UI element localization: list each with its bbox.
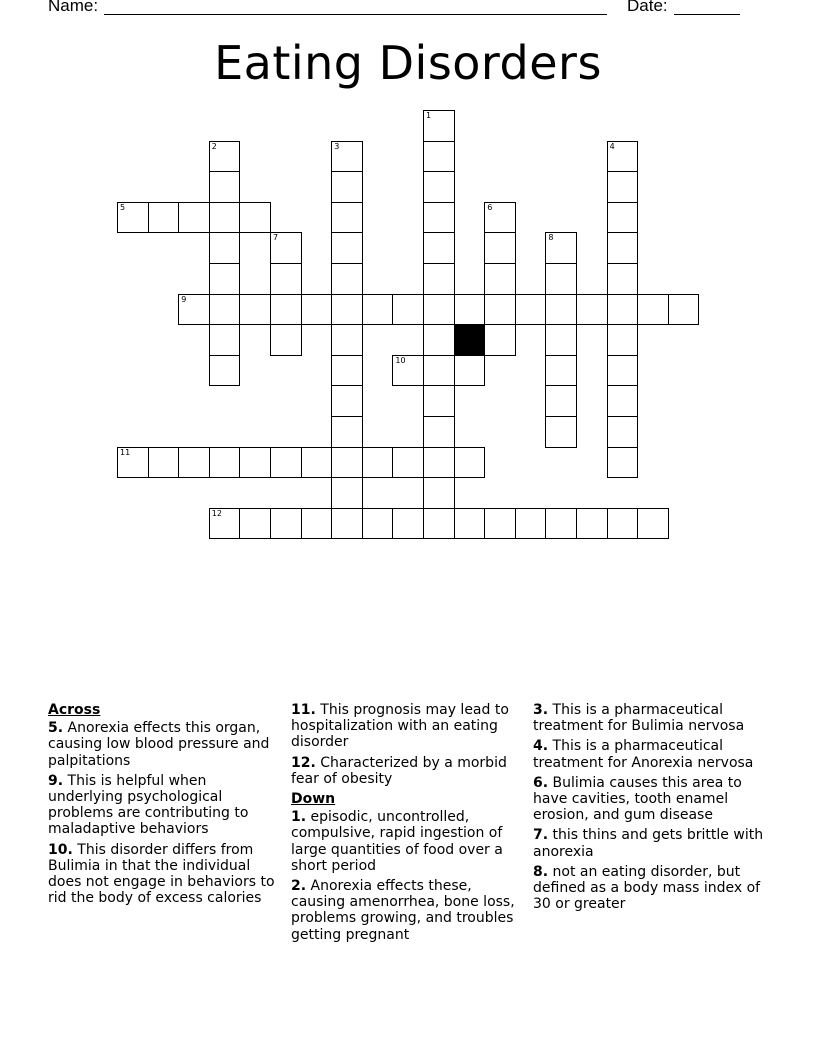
crossword-cell[interactable]: [484, 202, 516, 234]
clue-item: [533, 827, 769, 859]
crossword-cell[interactable]: [607, 324, 639, 356]
crossword-cell[interactable]: [423, 294, 455, 326]
clue-text: This disorder differs from Bulimia in that the individual does not engage in behaviors to rid the body of excess calories: [48, 841, 275, 907]
crossword-cell[interactable]: [515, 294, 547, 326]
crossword-cell[interactable]: [484, 294, 516, 326]
crossword-cell[interactable]: [331, 508, 363, 540]
clue-number-label: 5.: [48, 720, 64, 737]
crossword-cell[interactable]: [545, 324, 577, 356]
clue-number: 9: [181, 294, 187, 304]
crossword-cell[interactable]: [576, 508, 608, 540]
crossword-cell[interactable]: [545, 508, 577, 540]
crossword-cell[interactable]: [209, 171, 241, 203]
clue-text: this thins and gets brittle with anorexia: [533, 827, 764, 860]
crossword-cell[interactable]: [423, 416, 455, 448]
crossword-cell[interactable]: [270, 508, 302, 540]
clue-number: 12: [211, 508, 222, 518]
clue-number-label: 6.: [533, 774, 549, 791]
crossword-cell[interactable]: [484, 263, 516, 295]
clue-number: 7: [273, 233, 279, 243]
crossword-cell[interactable]: [607, 355, 639, 387]
crossword-cell[interactable]: [148, 447, 180, 479]
crossword-cell[interactable]: [607, 263, 639, 295]
crossword-cell[interactable]: [607, 385, 639, 417]
crossword-cell[interactable]: [270, 294, 302, 326]
crossword-cell[interactable]: [515, 508, 547, 540]
clue-text: Anorexia effects this organ, causing low blood pressure and palpitations: [48, 720, 270, 769]
clue-number-label: 10.: [48, 841, 73, 858]
clues-column-3: [533, 702, 769, 916]
clue-number: 6: [487, 202, 493, 212]
crossword-cell[interactable]: [637, 294, 669, 326]
crossword-cell[interactable]: [607, 202, 639, 234]
crossword-cell[interactable]: [637, 508, 669, 540]
clue-text: Bulimia causes this area to have cavities, tooth enamel erosion, and gum disease: [533, 774, 742, 824]
crossword-cell[interactable]: [392, 508, 424, 540]
clue-item: [291, 878, 523, 943]
crossword-cell[interactable]: [362, 508, 394, 540]
crossword-cell[interactable]: [331, 324, 363, 356]
crossword-cell[interactable]: [301, 294, 333, 326]
across-clue-list-continued: [291, 702, 523, 787]
clue-number: 3: [334, 141, 340, 151]
clue-text: This is helpful when underlying psychological problems are contributing to maladaptive behaviors: [48, 772, 249, 838]
crossword-cell[interactable]: [423, 232, 455, 264]
clue-item: [533, 775, 769, 824]
clue-item: [48, 720, 276, 769]
crossword-cell[interactable]: [331, 263, 363, 295]
crossword-cell[interactable]: [239, 202, 271, 234]
crossword-cell[interactable]: [545, 263, 577, 295]
crossword-cell[interactable]: [392, 447, 424, 479]
crossword-cell[interactable]: [392, 294, 424, 326]
crossword-cell[interactable]: [117, 202, 149, 234]
crossword-cell[interactable]: [607, 141, 639, 173]
clue-item: [533, 702, 769, 734]
crossword-cell[interactable]: [209, 141, 241, 173]
clue-number: 4: [609, 141, 615, 151]
crossword-cell[interactable]: [423, 355, 455, 387]
across-heading: Across: [48, 702, 101, 718]
crossword-cell[interactable]: [331, 232, 363, 264]
crossword-cell[interactable]: [209, 355, 241, 387]
crossword-cell[interactable]: [454, 294, 486, 326]
clue-item: [291, 809, 523, 874]
crossword-cell[interactable]: [454, 355, 486, 387]
crossword-cell[interactable]: [362, 294, 394, 326]
crossword-cell[interactable]: [607, 171, 639, 203]
crossword-cell[interactable]: [545, 294, 577, 326]
crossword-cell[interactable]: [148, 202, 180, 234]
crossword-cell[interactable]: [331, 447, 363, 479]
crossword-cell[interactable]: [331, 385, 363, 417]
crossword-cell[interactable]: [607, 508, 639, 540]
crossword-cell[interactable]: [423, 508, 455, 540]
crossword-cell[interactable]: [484, 232, 516, 264]
crossword-cell[interactable]: [576, 294, 608, 326]
crossword-cell[interactable]: [209, 202, 241, 234]
crossword-cell[interactable]: [209, 508, 241, 540]
crossword-cell[interactable]: [607, 294, 639, 326]
crossword-cell[interactable]: [178, 202, 210, 234]
crossword-cell[interactable]: [454, 447, 486, 479]
clue-number-label: 12.: [291, 754, 316, 771]
crossword-cell[interactable]: [545, 416, 577, 448]
crossword-cell[interactable]: [209, 263, 241, 295]
crossword-cell[interactable]: [423, 110, 455, 142]
crossword-cell[interactable]: [239, 447, 271, 479]
crossword-cell[interactable]: [392, 355, 424, 387]
clue-number-label: 11.: [291, 702, 316, 718]
clue-text: episodic, uncontrolled, compulsive, rapid ingestion of large quantities of food over a short period: [291, 809, 503, 874]
crossword-cell[interactable]: [239, 508, 271, 540]
crossword-cell[interactable]: [209, 447, 241, 479]
clue-number: 5: [120, 202, 126, 212]
date-label: Date:: [627, 0, 668, 15]
down-clue-list: [291, 809, 523, 943]
crossword-black-cell: [454, 324, 486, 356]
crossword-cell[interactable]: [607, 447, 639, 479]
crossword-cell[interactable]: [423, 447, 455, 479]
crossword-cell[interactable]: [209, 294, 241, 326]
clue-item: [48, 773, 276, 838]
crossword-cell[interactable]: [270, 447, 302, 479]
crossword-cell[interactable]: [117, 447, 149, 479]
clue-text: This is a pharmaceutical treatment for Anorexia nervosa: [533, 738, 754, 771]
crossword-cell[interactable]: [270, 232, 302, 264]
crossword-cell[interactable]: [209, 232, 241, 264]
clue-number-label: 8.: [533, 863, 549, 880]
crossword-cell[interactable]: [423, 385, 455, 417]
clue-number: 2: [211, 141, 217, 151]
crossword-cell[interactable]: [331, 416, 363, 448]
down-heading: Down: [291, 791, 336, 808]
crossword-cell[interactable]: [331, 141, 363, 173]
clue-number-label: 4.: [533, 738, 549, 755]
clue-number-label: 9.: [48, 772, 64, 789]
crossword-cell[interactable]: [423, 141, 455, 173]
clue-number-label: 3.: [533, 702, 549, 718]
crossword-cell[interactable]: [607, 416, 639, 448]
crossword-cell[interactable]: [331, 477, 363, 509]
crossword-cell[interactable]: [331, 202, 363, 234]
crossword-cell[interactable]: [545, 232, 577, 264]
clue-item: [48, 842, 276, 907]
crossword-cell[interactable]: [331, 355, 363, 387]
clue-item: [533, 864, 769, 913]
crossword-cell[interactable]: [423, 263, 455, 295]
crossword-cell[interactable]: [331, 294, 363, 326]
page-title: Eating Disorders: [214, 36, 602, 90]
crossword-cell[interactable]: [362, 447, 394, 479]
clue-number-label: 7.: [533, 827, 549, 844]
clues-column-1: [48, 702, 276, 910]
clue-number: 11: [120, 447, 131, 457]
clue-number: 10: [395, 355, 406, 365]
clue-text: This is a pharmaceutical treatment for Bulimia nervosa: [533, 702, 745, 735]
clue-number: 1: [426, 111, 432, 120]
crossword-cell[interactable]: [423, 324, 455, 356]
crossword-cell[interactable]: [545, 385, 577, 417]
crossword-cell[interactable]: [423, 171, 455, 203]
clue-text: This prognosis may lead to hospitalization with an eating disorder: [291, 702, 509, 751]
crossword-cell[interactable]: [331, 171, 363, 203]
crossword-cell[interactable]: [545, 355, 577, 387]
clue-item: [533, 738, 769, 770]
name-label: Name:: [48, 0, 99, 15]
crossword-cell[interactable]: [423, 477, 455, 509]
clue-text: Anorexia effects these, causing amenorrhea, bone loss, problems growing, and troubles getting pregnant: [291, 878, 515, 943]
crossword-cell[interactable]: [454, 508, 486, 540]
clue-text: not an eating disorder, but defined as a body mass index of 30 or greater: [533, 863, 761, 913]
clues-column-2: [291, 702, 523, 947]
clue-number: 8: [548, 233, 554, 243]
crossword-cell[interactable]: [484, 508, 516, 540]
clue-text: Characterized by a morbid fear of obesity: [291, 754, 507, 787]
crossword-cell[interactable]: [270, 263, 302, 295]
crossword-cell[interactable]: [607, 232, 639, 264]
crossword-cell[interactable]: [239, 294, 271, 326]
crossword-cell[interactable]: [668, 294, 700, 326]
down-clue-list-continued: [533, 702, 769, 912]
across-clue-list: [48, 720, 276, 906]
clue-number-label: 1.: [291, 809, 307, 826]
clue-item: [291, 755, 523, 787]
crossword-cell[interactable]: [484, 324, 516, 356]
crossword-cell[interactable]: [209, 324, 241, 356]
crossword-cell[interactable]: [270, 324, 302, 356]
crossword-cell[interactable]: [301, 447, 333, 479]
crossword-cell[interactable]: [423, 202, 455, 234]
crossword-cell[interactable]: [178, 294, 210, 326]
crossword-cell[interactable]: [301, 508, 333, 540]
clue-number-label: 2.: [291, 878, 307, 895]
crossword-cell[interactable]: [178, 447, 210, 479]
clue-item: [291, 702, 523, 751]
